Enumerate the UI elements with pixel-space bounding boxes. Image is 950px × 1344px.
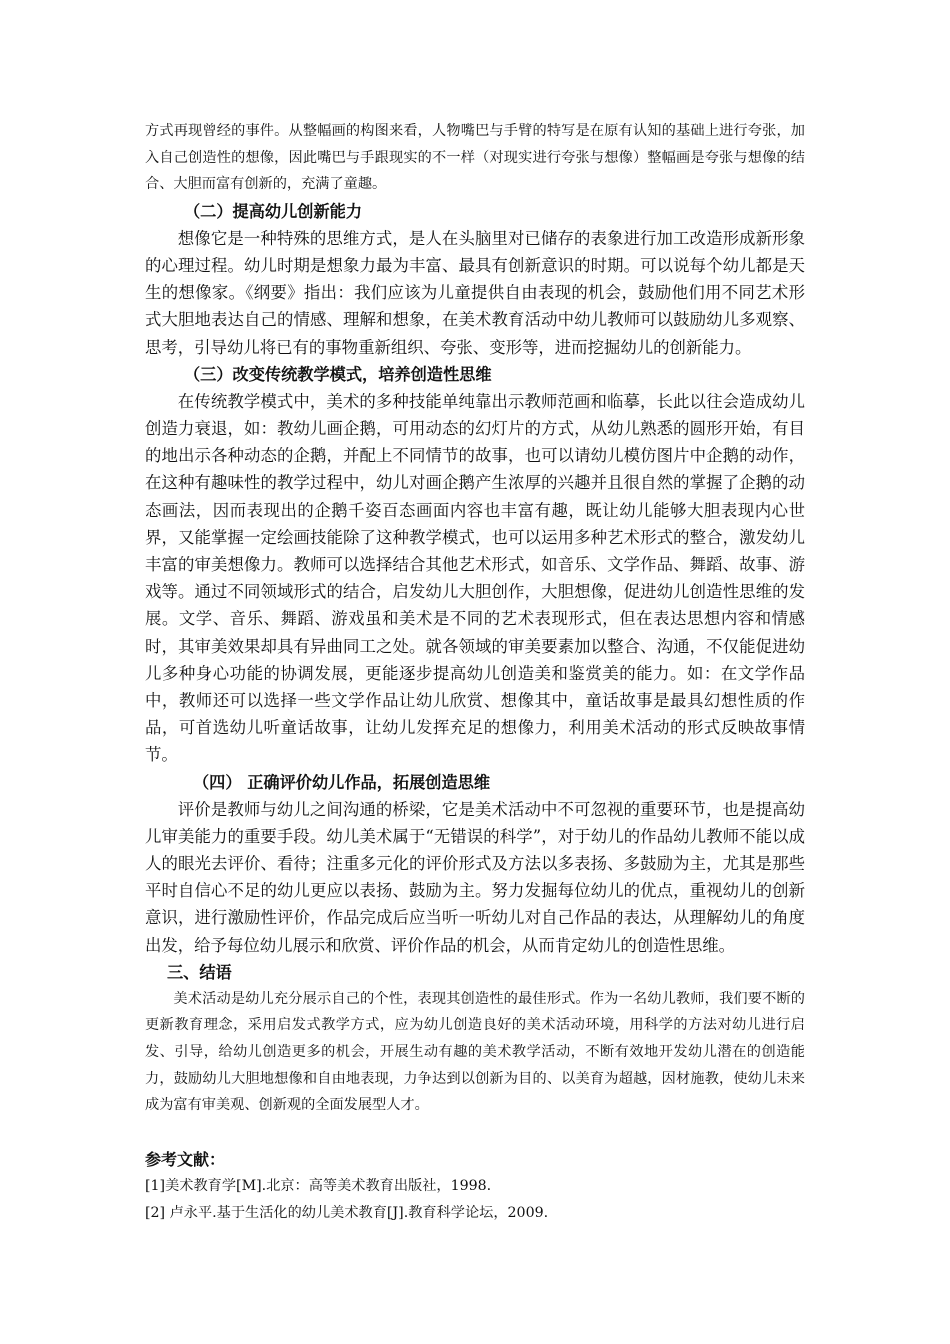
section-body-4: 评价是教师与幼儿之间沟通的桥梁，它是美术活动中不可忽视的重要环节，也是提高幼儿审美能力的重要手段。幼儿美术属于“无错误的科学”，对于幼儿的作品幼儿教师不能以成人的眼光去评价、看待；注重多元化的评价形式及方法以多表扬、多鼓励为主，尤其是那些平时自信心不足的幼儿更应以表扬、鼓励为主。努力发掘每位幼儿的优点，重视幼儿的创新意识，进行激励性评价，作品完成后应当听一听幼儿对自己作品的表达，从理解幼儿的角度出发，给予每位幼儿展示和欣赏、评价作品的机会，从而肯定幼儿的创造性思维。 [145,799,805,955]
section-body-3: 在传统教学模式中，美术的多种技能单纯靠出示教师范画和临摹，长此以往会造成幼儿创造力衰退，如：教幼儿画企鹅，可用动态的幻灯片的方式，从幼儿熟悉的圆形开始，有目的地出示各种动态的企鹅，并配上不同情节的故事，也可以请幼儿模仿图片中企鹅的动作，在这种有趣味性的教学过程中，幼儿对画企鹅产生浓厚的兴趣并且很自然的掌握了企鹅的动态画法，因而表现出的企鹅千姿百态画面内容也丰富有趣，既让幼儿能够大胆表现内心世界，又能掌握一定绘画技能除了这种教学模式，也可以运用多种艺术形式的整合，激发幼儿丰富的审美想像力。教师可以选择结合其他艺术形式，如音乐、文学作品、舞蹈、故事、游戏等。通过不同领域形式的结合，启发幼儿大胆创作，大胆想像，促进幼儿创造性思维的发展。文学、音乐、舞蹈、游戏虽和美术是不同的艺术表现形式，但在表达思想内容和情感时，其审美效果却具有异曲同工之处。就各领域的审美要素加以整合、沟通，不仅能促进幼儿多种身心功能的协调发展，更能逐步提高幼儿创造美和鉴赏美的能力。如：在文学作品中，教师还可以选择一些文学作品让幼儿欣赏、想像其中，童话故事是最具幻想性质的作品，可首选幼儿听童话故事，让幼儿发挥充足的想像力，利用美术活动的形式反映故事情节。 [145,391,805,765]
conclusion-body: 美术活动是幼儿充分展示自己的个性，表现其创造性的最佳形式。作为一名幼儿教师，我们要不断的更新教育理念，采用启发式教学方式，应为幼儿创造良好的美术活动环境，用科学的方法对幼儿进行启发、引导，给幼儿创造更多的机会，开展生动有趣的美术教学活动，不断有效地开发幼儿潜在的创造能力，鼓励幼儿大胆地想像和自由地表现，力争达到以创新为目的、以美育为超越，因材施教，使幼儿未来成为富有审美观、创新观的全面发展型人才。 [145,990,805,1114]
conclusion-heading: 三、结语 [167,962,232,982]
reference-item-1: [1]美术教育学[M].北京：高等美术教育出版社，1998. [145,1177,492,1194]
section-heading-3: （三）改变传统教学模式，培养创造性思维 [184,364,492,384]
section-body-2: 想像它是一种特殊的思维方式，是人在头脑里对已储存的表象进行加工改造形成新形象的心理过程。幼儿时期是想象力最为丰富、最具有创新意识的时期。可以说每个幼儿都是天生的想像家。《纲要》指出：我们应该为儿童提供自由表现的机会，鼓励他们用不同艺术形式大胆地表达自己的情感、理解和想象，在美术教育活动中幼儿教师可以鼓励幼儿多观察、思考，引导幼儿将已有的事物重新组织、夸张、变形等，进而挖掘幼儿的创新能力。 [145,228,805,357]
document-page [145,118,805,1226]
references-title: 参考文献： [145,1149,226,1169]
references-section [145,1147,805,1227]
section-heading-2: （二）提高幼儿创新能力 [184,201,363,221]
reference-item-2: [2] 卢永平.基于生活化的幼儿美术教育[J].教育科学论坛，2009. [145,1204,549,1221]
section-heading-4: （四） 正确评价幼儿作品，拓展创造思维 [193,772,491,792]
intro-paragraph: 方式再现曾经的事件。从整幅画的构图来看，人物嘴巴与手臂的特写是在原有认知的基础上进行夸张，加入自己创造性的想像，因此嘴巴与手跟现实的不一样（对现实进行夸张与想像）整幅画是夸张与想像的结合、大胆而富有创新的，充满了童趣。 [145,123,805,193]
